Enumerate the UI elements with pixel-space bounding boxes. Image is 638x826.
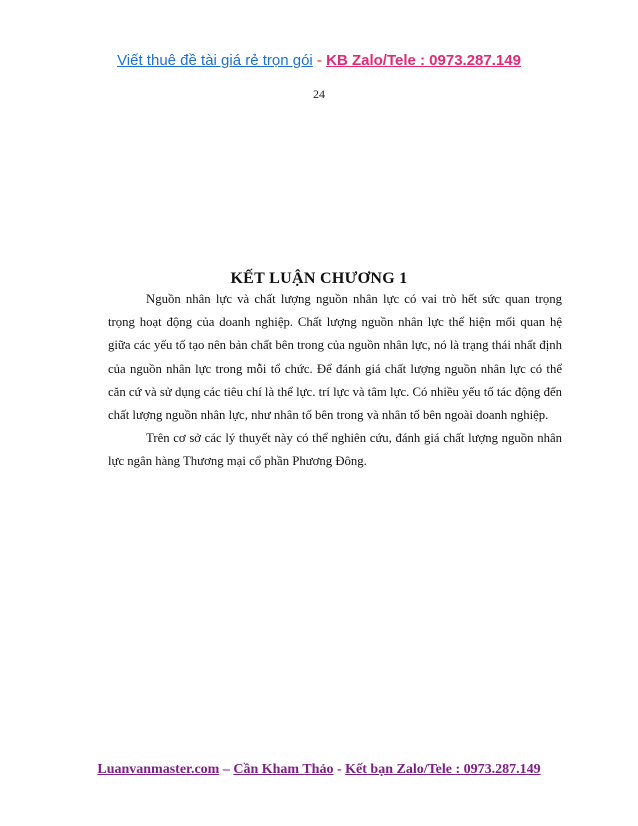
paragraph-1: Nguồn nhân lực và chất lượng nguồn nhân lực có vai trò hết sức quan trọng trọng hoạt động của doanh nghiệp. Chất lượng nguồn nhân lực thể hiện mối quan hệ giữa các yếu tố tạo nên bản chất bên trong của nguồn nhân lực, nó là trạng thái nhất định của nguồn nhân lực trong mỗi tổ chức. Để đánh giá chất lượng nguồn nhân lực có thể căn cứ và sử dụng các tiêu chí là thể lực. trí lực và tâm lực. Có nhiều yếu tố tác động đến chất lượng nguồn nhân lực, như nhân tố bên trong và nhân tố bên ngoài doanh nghiệp. [108,292,562,423]
footer-separator: - [333,762,346,777]
footer-author-link[interactable]: Cần Kham Thảo [233,762,334,777]
footer-dash: – [219,762,234,777]
footer-site-link[interactable]: Luanvanmaster.com [97,762,220,777]
header-separator: - [312,52,327,69]
footer-contact-link[interactable]: Kết bạn Zalo/Tele : 0973.287.149 [345,762,541,777]
paragraph-2: Trên cơ sở các lý thuyết này có thể nghiên cứu, đánh giá chất lượng nguồn nhân lực ngân hàng Thương mại cổ phần Phương Đông. [108,431,562,469]
page-number: 24 [313,87,325,101]
header-service-link[interactable]: Viết thuê đề tài giá rẻ trọn gói [117,52,313,69]
chapter-conclusion-body [108,288,562,474]
header-contact-link[interactable]: KB Zalo/Tele : 0973.287.149 [326,52,521,69]
header-banner [0,52,638,70]
chapter-heading: KẾT LUẬN CHƯƠNG 1 [230,270,408,287]
footer-banner [0,761,638,778]
